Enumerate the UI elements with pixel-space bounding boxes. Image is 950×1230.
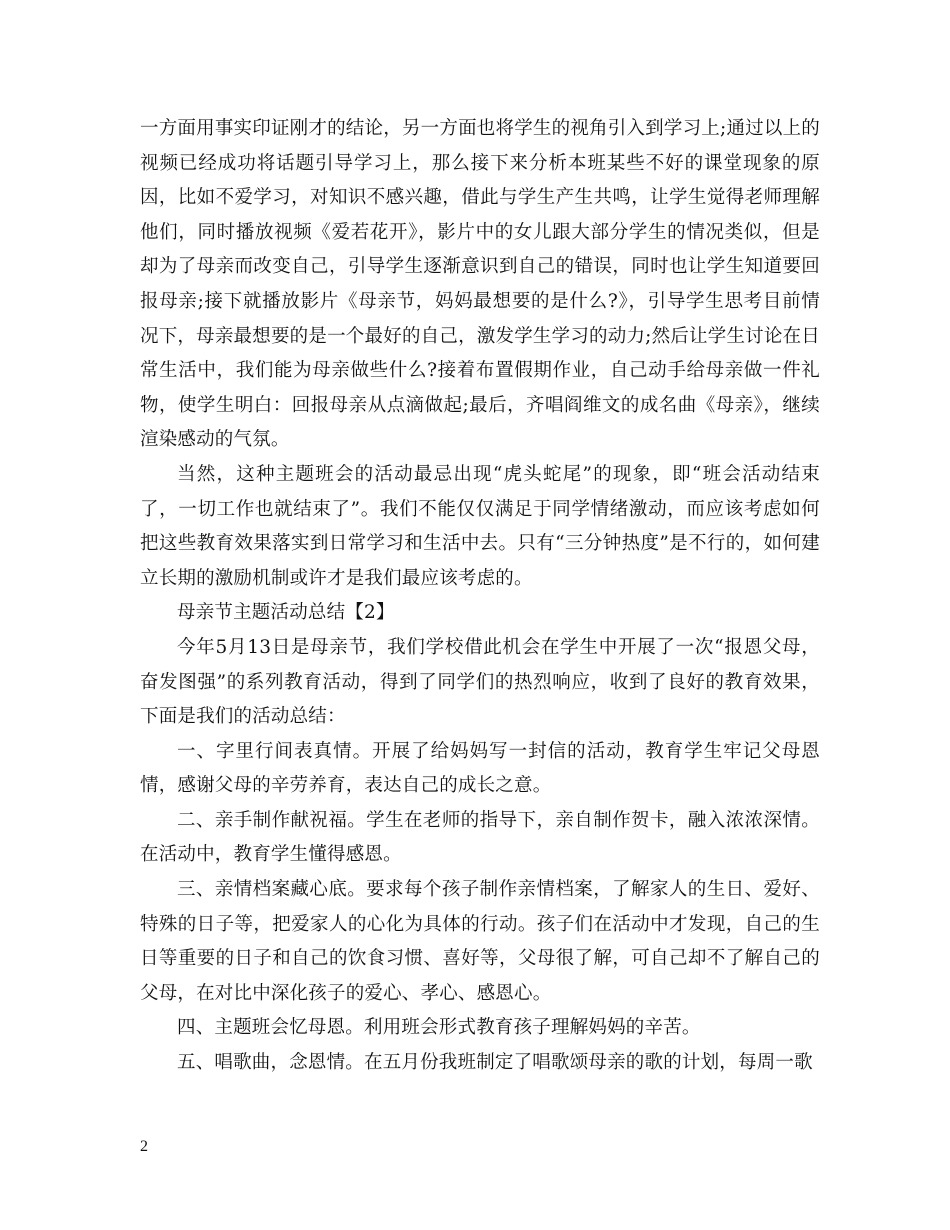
paragraph-1: 一方面用事实印证刚才的结论，另一方面也将学生的视角引入到学习上;通过以上的视频已经成功将话题引导学习上，那么接下来分析本班某些不好的课堂现象的原因，比如不爱学习，对知识不感兴趣，借此与学生产生共鸣，让学生觉得老师理解他们，同时播放视频《爱若花开》，影片中的女儿跟大部分学生的情况类似，但是却为了母亲而改变自己，引导学生逐渐意识到自己的错误，同时也让学生知道要回报母亲;接下就播放影片《母亲节，妈妈最想要的是什么?》，引导学生思考目前情况下，母亲最想要的是一个最好的自己，激发学生学习的动力;然后让学生讨论在日常生活中，我们能为母亲做些什么?接着布置假期作业，自己动手给母亲做一件礼物，使学生明白：回报母亲从点滴做起;最后，齐唱阎维文的成名曲《母亲》，继续渲染感动的气氛。 (140, 118, 820, 451)
paragraph-4: 一、字里行间表真情。开展了给妈妈写一封信的活动，教育学生牢记父母恩情，感谢父母的辛劳养育，表达自己的成长之意。 (140, 740, 820, 797)
section-heading: 母亲节主题活动总结【2】 (177, 602, 395, 624)
page-number: 2 (140, 1138, 148, 1155)
paragraph-8: 五、唱歌曲，念恩情。在五月份我班制定了唱歌颂母亲的歌的计划，每周一歌 (177, 1052, 813, 1074)
paragraph-2: 当然，这种主题班会的活动最忌出现“虎头蛇尾”的现象，即“班会活动结束了，一切工作也就结束了”。我们不能仅仅满足于同学情绪激动，而应该考虑如何把这些教育效果落实到日常学习和生活中去。只有“三分钟热度”是不行的，如何建立长期的激励机制或许才是我们最应该考虑的。 (140, 463, 820, 589)
paragraph-3: 今年5月13日是母亲节，我们学校借此机会在学生中开展了一次“报恩父母，奋发图强”的系列教育活动，得到了同学们的热烈响应，收到了良好的教育效果，下面是我们的活动总结： (140, 636, 820, 728)
paragraph-5: 二、亲手制作献祝福。学生在老师的指导下，亲自制作贺卡，融入浓浓深情。在活动中，教育学生懂得感恩。 (140, 809, 820, 866)
paragraph-6: 三、亲情档案藏心底。要求每个孩子制作亲情档案，了解家人的生日、爱好、特殊的日子等，把爱家人的心化为具体的行动。孩子们在活动中才发现，自己的生日等重要的日子和自己的饮食习惯、喜好等，父母很了解，可自己却不了解自己的父母，在对比中深化孩子的爱心、孝心、感恩心。 (140, 879, 820, 1004)
paragraph-7: 四、主题班会忆母恩。利用班会形式教育孩子理解妈妈的辛苦。 (177, 1017, 701, 1039)
body-text (140, 112, 820, 1081)
